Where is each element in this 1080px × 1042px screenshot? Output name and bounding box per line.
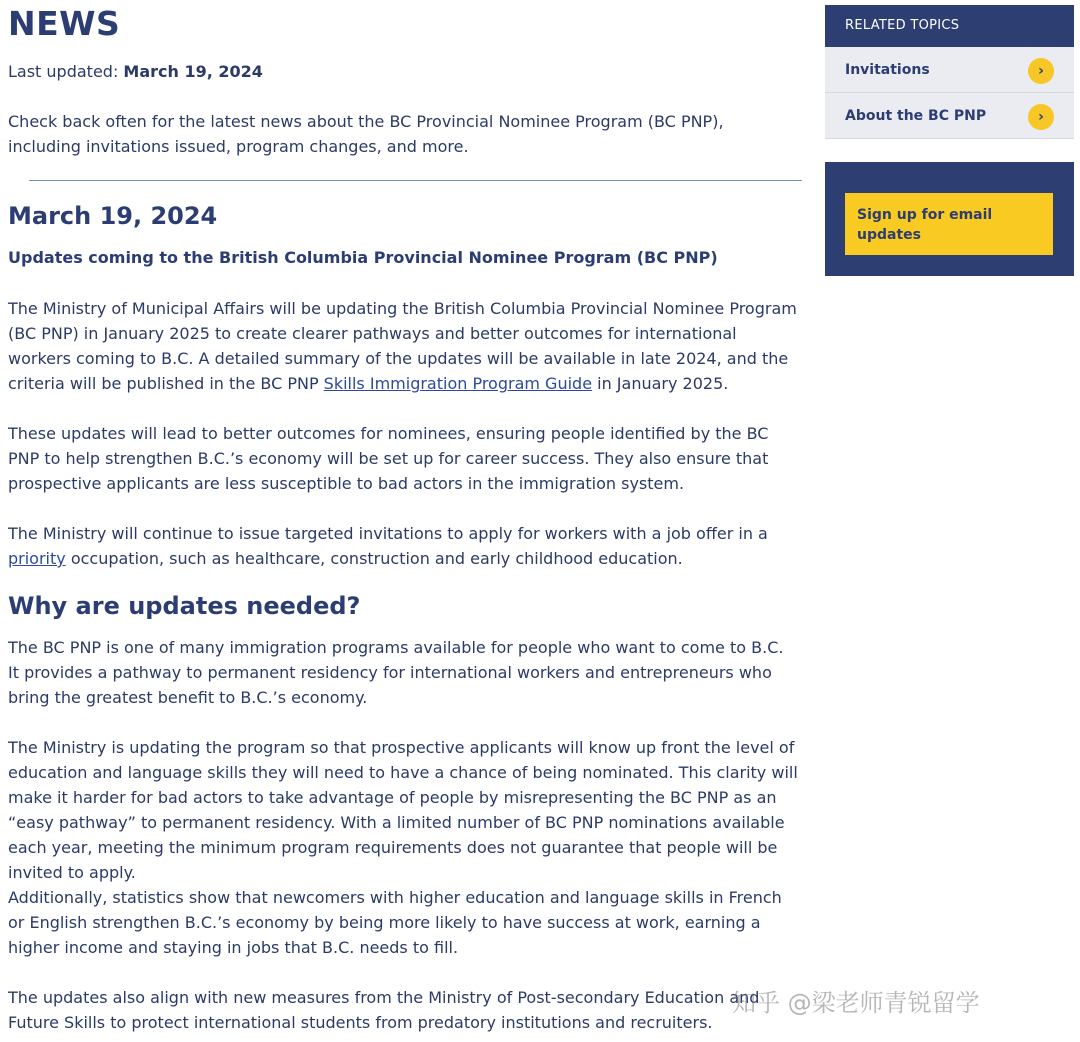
paragraph-1-text: The Ministry of Municipal Affairs will be updating the British Columbia Provincial Nominee Program (BC PNP) in January 2025 to create clearer pathways and better outcomes for international workers coming to B.C. A detailed summary of the updates will be available in late 2024, and the criteria will be published in the BC PNP [8, 299, 797, 393]
section-divider [29, 180, 802, 181]
watermark: 知乎 @梁老师青锐留学 [732, 989, 980, 1017]
paragraph-1-end: in January 2025. [592, 374, 729, 393]
paragraph-3 [8, 521, 768, 571]
related-topics-header: RELATED TOPICS [825, 5, 1074, 47]
paragraph-4: The BC PNP is one of many immigration programs available for people who want to come to B.C. It provides a pathway to permanent residency for international workers and entrepreneurs who bring the greatest benefit to B.C.’s economy. [8, 638, 784, 707]
chevron-right-icon: › [1028, 104, 1054, 130]
last-updated-label: Last updated: [8, 62, 124, 81]
paragraph-2: These updates will lead to better outcomes for nominees, ensuring people identified by the BC PNP to help strengthen B.C.’s economy will be set up for career success. They also ensure that prospective applicants are less susceptible to bad actors in the immigration system. [8, 424, 769, 493]
related-item-label: About the BC PNP [845, 108, 987, 124]
last-updated-date: March 19, 2024 [123, 62, 263, 81]
priority-link[interactable]: priority [8, 549, 66, 568]
related-topics-panel [825, 5, 1074, 139]
article-subtitle: Updates coming to the British Columbia Provincial Nominee Program (BC PNP) [8, 248, 718, 267]
related-item-invitations[interactable] [825, 47, 1074, 93]
email-signup-panel [825, 162, 1074, 276]
related-item-label: Invitations [845, 62, 930, 78]
last-updated [8, 62, 263, 81]
chevron-right-icon: › [1028, 58, 1054, 84]
paragraph-3-text: The Ministry will continue to issue targeted invitations to apply for workers with a job offer in a [8, 524, 768, 543]
intro-text: Check back often for the latest news about the BC Provincial Nominee Program (BC PNP), including invitations issued, program changes, and more. [8, 112, 724, 156]
article-date: March 19, 2024 [8, 202, 218, 230]
section-title: Why are updates needed? [8, 592, 361, 620]
skills-guide-link[interactable]: Skills Immigration Program Guide [323, 374, 593, 393]
paragraph-5: The Ministry is updating the program so that prospective applicants will know up front the level of education and language skills they will need to have a chance of being nominated. This clarity will make it harder for bad actors to take advantage of people by misrepresenting the BC PNP as an “easy pathway” to permanent residency. With a limited number of BC PNP nominations available each year, meeting the minimum program requirements does not guarantee that people will be invited to apply. [8, 738, 798, 882]
paragraph-1 [8, 296, 798, 396]
paragraph-6: Additionally, statistics show that newcomers with higher education and language skills in French or English strengthen B.C.’s economy by being more likely to have success at work, earning a higher income and staying in jobs that B.C. needs to fill. [8, 888, 782, 957]
related-item-about[interactable] [825, 93, 1074, 139]
page-title: NEWS [8, 4, 121, 43]
email-signup-button[interactable]: Sign up for email updates [845, 193, 1053, 255]
paragraph-3-end: occupation, such as healthcare, construction and early childhood education. [65, 549, 683, 568]
paragraph-7: The updates also align with new measures from the Ministry of Post-secondary Education and Future Skills to protect international students from predatory institutions and recruiters. [8, 988, 760, 1032]
